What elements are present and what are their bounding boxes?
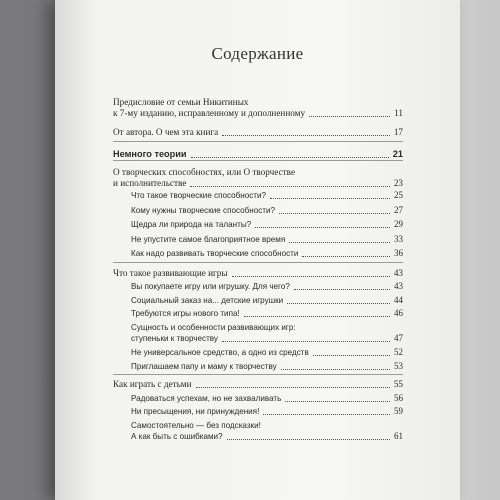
toc-entry-page: 36 <box>394 248 403 258</box>
dot-leader <box>244 316 390 317</box>
toc-entry[interactable] <box>131 219 403 230</box>
toc-entry-page: 55 <box>393 379 403 389</box>
toc-entry[interactable] <box>113 167 403 189</box>
page-title: Содержание <box>211 44 304 63</box>
dot-leader <box>263 414 390 415</box>
toc-entry-text: О творческих способностях, или О творчестве <box>113 167 296 177</box>
toc-entry-page: 11 <box>394 108 403 118</box>
toc-entry-page: 52 <box>394 347 403 357</box>
toc-entry-text: и исполнительстве <box>113 178 187 188</box>
toc-entry[interactable] <box>131 361 403 372</box>
toc-entry-text: От автора. О чем эта книга <box>113 127 219 137</box>
toc-entry-text: А как быть с ошибками? <box>131 432 223 441</box>
toc-entry-text: ступеньки к творчеству <box>131 334 218 343</box>
section-divider <box>113 160 403 161</box>
toc-entry[interactable] <box>131 420 403 442</box>
toc-entry[interactable] <box>131 308 403 319</box>
dot-leader <box>222 341 390 342</box>
dot-leader <box>196 387 390 388</box>
toc-entry-text: Самостоятельно — без подсказки! <box>131 421 261 430</box>
dot-leader <box>285 401 390 402</box>
toc-entry-text: Требуются игры нового типа! <box>131 309 240 318</box>
toc-entry-text: Вы покупаете игру или игрушку. Для чего? <box>131 282 290 291</box>
dot-leader <box>222 135 390 136</box>
toc-entry-text: Не универсальное средство, а одно из средств <box>131 348 309 357</box>
toc-entry-page: 43 <box>394 281 403 291</box>
toc-entry-page: 27 <box>394 205 403 215</box>
toc-entry-page: 44 <box>394 295 403 305</box>
toc-entry[interactable] <box>131 393 403 404</box>
toc-entry-page: 53 <box>394 361 403 371</box>
dot-leader <box>302 256 390 257</box>
toc-entry-page: 29 <box>394 219 403 229</box>
toc-entry-page: 17 <box>393 127 403 137</box>
toc-entry[interactable] <box>131 347 403 358</box>
dot-leader <box>255 227 390 228</box>
toc-entry-page: 21 <box>392 149 403 159</box>
dot-leader <box>281 369 390 370</box>
toc-entry-text: Как играть с детьми <box>113 379 192 389</box>
section-divider <box>113 374 403 375</box>
toc-entry-page: 46 <box>394 308 403 318</box>
toc-entry-text: Социальный заказ на... детские игрушки <box>131 296 284 305</box>
toc-entry[interactable] <box>131 190 403 201</box>
dot-leader <box>287 303 390 304</box>
toc-entry-page: 47 <box>394 333 403 343</box>
toc-entry-text: Сущность и особенности развивающих игр: <box>131 323 296 332</box>
dot-leader <box>313 355 390 356</box>
toc-entry-text: Щедра ли природа на таланты? <box>131 220 252 229</box>
toc-entry[interactable] <box>131 248 403 259</box>
dot-leader <box>289 242 390 243</box>
toc-entry-page: 56 <box>394 393 403 403</box>
toc-entry-text: Кому нужны творческие способности? <box>131 206 275 215</box>
dot-leader <box>309 116 390 117</box>
toc-entry[interactable] <box>113 127 403 138</box>
toc-entry-text: Что такое творческие способности? <box>131 191 267 200</box>
toc-entry-page: 61 <box>394 431 403 441</box>
toc-entry-page: 33 <box>394 234 403 244</box>
toc-entry-text: Как надо развивать творческие способности <box>131 249 299 258</box>
toc-entry[interactable] <box>131 322 403 344</box>
toc-entry-text: Не упустите самое благоприятное время <box>131 235 286 244</box>
dot-leader <box>270 198 390 199</box>
dot-leader <box>191 157 389 158</box>
toc-entry-text: Что такое развивающие игры <box>113 268 228 278</box>
toc-entry[interactable] <box>113 149 403 160</box>
toc-entry-text: Ни пресыщения, ни принуждения! <box>131 407 260 416</box>
section-divider <box>113 141 403 142</box>
toc-entry-page: 43 <box>393 268 403 278</box>
toc-entry[interactable] <box>113 97 403 119</box>
toc-entry[interactable] <box>131 234 403 245</box>
toc-entry-text: Радоваться успехам, но не захваливать <box>131 394 282 403</box>
toc-entry-page: 23 <box>393 178 403 188</box>
toc-entry-page: 59 <box>394 406 403 416</box>
toc-entry-text: к 7-му изданию, исправленному и дополненному <box>113 108 306 118</box>
dot-leader <box>232 276 390 277</box>
toc-entry[interactable] <box>113 268 403 279</box>
section-divider <box>113 262 403 263</box>
dot-leader <box>190 186 389 187</box>
toc-entry[interactable] <box>131 205 403 216</box>
toc-entry-text: Приглашаем папу и маму к творчеству <box>131 362 277 371</box>
toc-entry-text: Предисловие от семьи Никитиных <box>113 97 249 107</box>
toc-entry[interactable] <box>131 281 403 292</box>
toc-entry[interactable] <box>131 406 403 417</box>
toc-entry-page: 25 <box>394 190 403 200</box>
toc-entry[interactable] <box>131 295 403 306</box>
toc-entry-text: Немного теории <box>113 149 187 159</box>
dot-leader <box>279 213 390 214</box>
dot-leader <box>294 289 390 290</box>
dot-leader <box>227 439 390 440</box>
toc-entry[interactable] <box>113 379 403 390</box>
book-page <box>55 0 460 500</box>
